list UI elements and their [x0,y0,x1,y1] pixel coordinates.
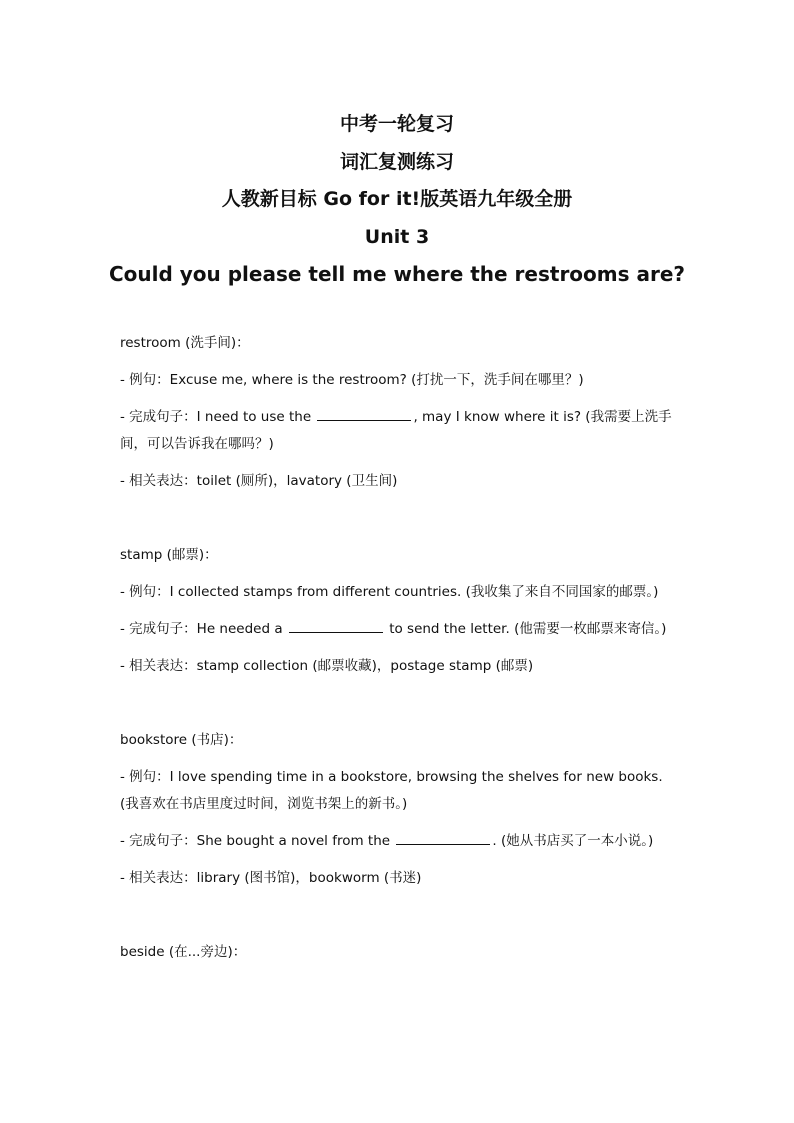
vocab-entry-stamp [120,542,680,680]
vocab-entry-restroom [120,330,680,495]
fill-in-sentence [120,828,680,855]
title-unit-topic: Could you please tell me where the restrooms are? [108,262,686,286]
example-sentence: - 例句：I collected stamps from different countries. (我收集了来自不同国家的邮票。) [120,584,659,600]
fill-in-after: to send the letter. (他需要一枚邮票来寄信。) [389,621,667,637]
title-unit: Unit 3 [364,225,430,248]
related-expressions: - 相关表达：library (图书馆)，bookworm (书迷) [120,870,422,886]
related-expressions: - 相关表达：toilet (厕所)，lavatory (卫生间) [120,473,398,489]
fill-in-before: - 完成句子：She bought a novel from the [120,833,391,849]
fill-in-sentence [120,404,680,458]
title-exam-review: 中考一轮复习 [339,113,454,135]
title-textbook: 人教新目标 Go for it!版英语九年级全册 [221,188,573,210]
entry-heading: beside (在...旁边)： [120,944,247,960]
title-block [0,106,794,294]
answer-blank[interactable] [396,830,490,845]
answer-blank[interactable] [289,618,383,633]
answer-blank[interactable] [317,406,411,421]
vocab-content [120,330,680,1013]
vocab-entry-beside [120,939,680,966]
entry-heading: bookstore (书店)： [120,732,243,748]
fill-in-before: - 完成句子：He needed a [120,621,283,637]
example-sentence: - 例句：Excuse me, where is the restroom? (打扰一下，洗手间在哪里？) [120,372,584,388]
related-expressions: - 相关表达：stamp collection (邮票收藏)，postage stamp (邮票) [120,658,534,674]
title-vocab-practice: 词汇复测练习 [339,150,454,173]
fill-in-before: - 完成句子：I need to use the [120,409,312,425]
fill-in-after: . (她从书店买了一本小说。) [492,833,654,849]
fill-in-sentence [120,616,680,643]
entry-heading: stamp (邮票)： [120,547,218,563]
example-sentence: - 例句：I love spending time in a bookstore, browsing the shelves for new books. (我喜欢在书店里度过时间，浏览书架上的新书。) [120,769,663,812]
entry-heading: restroom (洗手间)： [120,335,250,351]
vocab-entry-bookstore [120,727,680,892]
fill-in-after: , may I know where it is? (我需要上洗手间，可以告诉我在哪吗？) [120,409,672,452]
